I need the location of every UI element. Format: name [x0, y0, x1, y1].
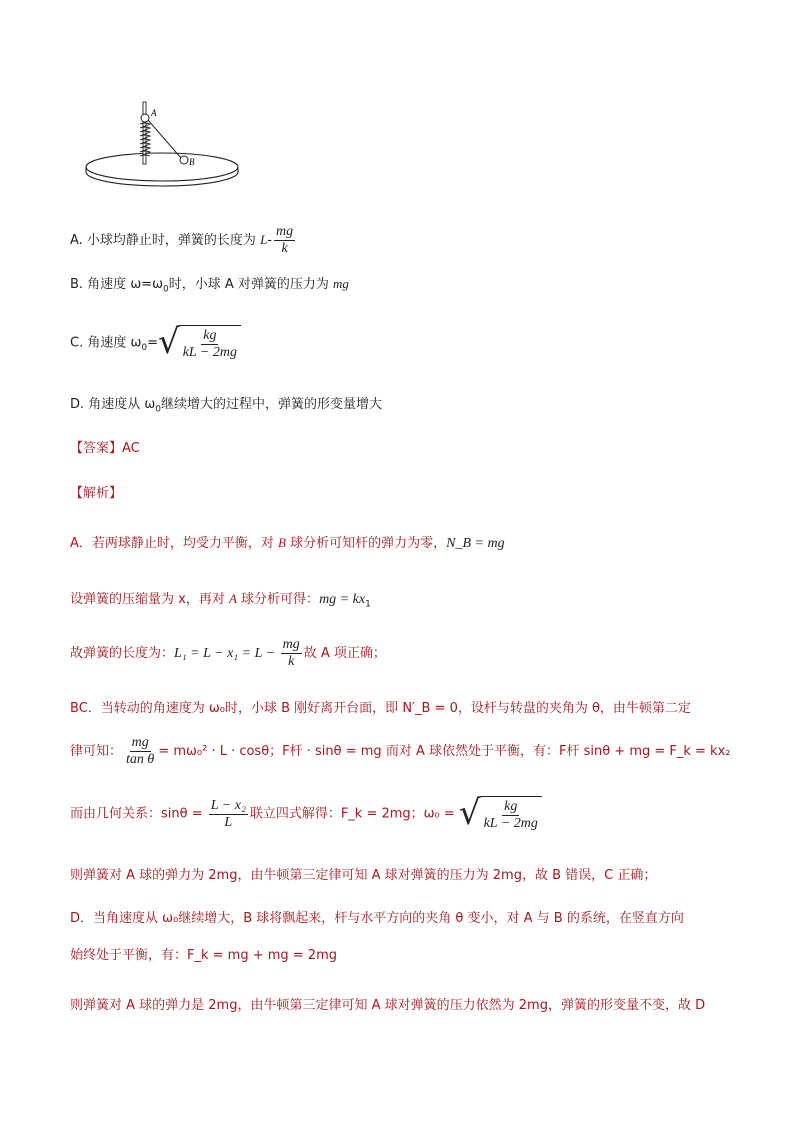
option-a: A. 小球均静止时，弹簧的长度为 L- $\frac{mg}{k}$ [70, 224, 294, 256]
fraction-mg-k: $\frac{mg}{k}$ [276, 224, 294, 256]
solution-line-6: 而由几何关系：sinθ = $\frac{\text{L − x₂}}{L}$ 联立四式解得：F_k = 2mg；ω₀ = √ $\frac{kg}{kL - 2mg}$ [70, 796, 542, 832]
ball-a [141, 114, 149, 122]
solution-line-2: 设弹簧的压缩量为 x，再对 A 球分析可得：mg = $kx_1$ [70, 591, 371, 610]
analysis-heading: 【解析】 [70, 486, 123, 501]
option-d: D. 角速度从 $\omega_0$继续增大的过程中，弹簧的形变量增大 [70, 397, 383, 415]
label-b: B [189, 157, 195, 167]
solution-line-7: 则弹簧对 A 球的弹力为 2mg，由牛顿第三定律可知 A 球对弹簧的压力为 2mg，故 B 错误，C 正确； [70, 868, 657, 883]
option-b: B. 角速度 $\omega=\omega_0$时，小球 A 对弹簧的压力为 mg [70, 276, 349, 295]
solution-line-5: 律可知： $\frac{mg}{\text{tan θ}}$ = mω₀² · L · cosθ；F杆 · sinθ = mg 而对 A 球依然处于平衡，有：F杆 sinθ + mg = F_k = kx₂ [70, 735, 731, 767]
label-a: A [151, 108, 157, 118]
physics-figure [80, 98, 240, 194]
solution-line-8: D．当角速度从 ω₀继续增大，B 球将飘起来，杆与水平方向的夹角 θ 变小，对 A 与 B 的系统，在竖直方向 [70, 911, 684, 926]
sqrt-expression: √ $\frac{kg}{kL - 2mg}$ [158, 325, 241, 361]
solution-line-9: 始终处于平衡，有：F_k = mg + mg = 2mg [70, 948, 337, 963]
solution-line-3: 故弹簧的长度为：L₁ = L − x₁ = L − $\frac{mg}{k}$ 故 A 项正确； [70, 637, 386, 669]
option-c: C. 角速度 $\omega_0=$ √ $\frac{kg}{kL - 2mg}$ [70, 325, 241, 361]
solution-line-4: BC．当转动的角速度为 ω₀时，小球 B 刚好离开台面，即 N′_B = 0，设杆与转盘的夹角为 θ，由牛顿第二定 [70, 701, 691, 716]
ball-b [180, 156, 188, 164]
solution-line-10: 则弹簧对 A 球的弹力是 2mg，由牛顿第三定律可知 A 球对弹簧的压力依然为 2mg，弹簧的形变量不变，故 D [70, 998, 706, 1013]
solution-line-1: A．若两球静止时，均受力平衡，对 B 球分析可知杆的弹力为零，N_B = mg [70, 535, 505, 551]
answer: 【答案】AC [70, 441, 140, 456]
